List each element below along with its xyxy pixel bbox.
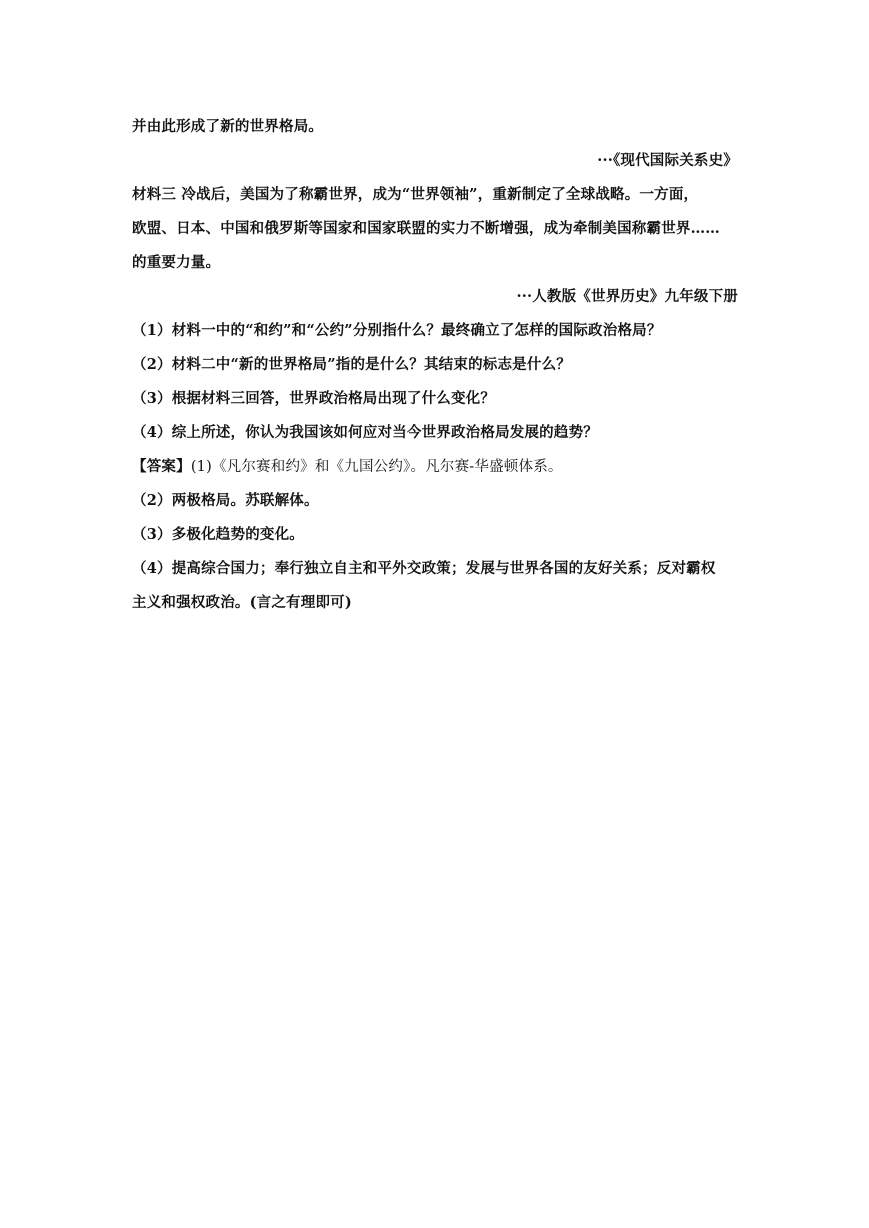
answer-1 [132, 450, 738, 484]
material-three-line-1: 材料三 冷战后，美国为了称霸世界，成为“世界领袖”，重新制定了全球战略。一方面， [132, 186, 699, 203]
material-three-line-2: 欧盟、日本、中国和俄罗斯等国家和国家联盟的实力不断增强，成为牵制美国称霸世界…… [132, 220, 720, 237]
material-two-ending: 并由此形成了新的世界格局。 [132, 118, 324, 135]
question-3: （3）根据材料三回答，世界政治格局出现了什么变化？ [132, 390, 496, 407]
answer-4-line-2: 主义和强权政治。(言之有理即可) [132, 594, 352, 611]
source-citation-two: ···《现代国际关系史》 [597, 152, 738, 169]
source-citation-three: ···人教版《世界历史》九年级下册 [516, 288, 738, 305]
answer-3: （3）多极化趋势的变化。 [132, 526, 304, 543]
answer-1-text: (1)《凡尔赛和约》和《九国公约》。凡尔赛-华盛顿体系。 [190, 459, 563, 475]
question-4: （4）综上所述，你认为我国该如何应对当今世界政治格局发展的趋势？ [132, 424, 598, 441]
answer-2: （2）两极格局。苏联解体。 [132, 492, 319, 509]
question-1: （1）材料一中的“和约”和“公约”分别指什么？最终确立了怎样的国际政治格局？ [132, 322, 662, 339]
answer-4-line-1: （4）提高综合国力；奉行独立自主和平外交政策；发展与世界各国的友好关系；反对霸权 [132, 560, 716, 577]
answer-tag: 【答案】 [132, 458, 191, 475]
question-2: （2）材料二中“新的世界格局”指的是什么？其结束的标志是什么？ [132, 356, 571, 373]
document-body [132, 110, 738, 620]
material-three-line-3: 的重要力量。 [132, 254, 221, 271]
